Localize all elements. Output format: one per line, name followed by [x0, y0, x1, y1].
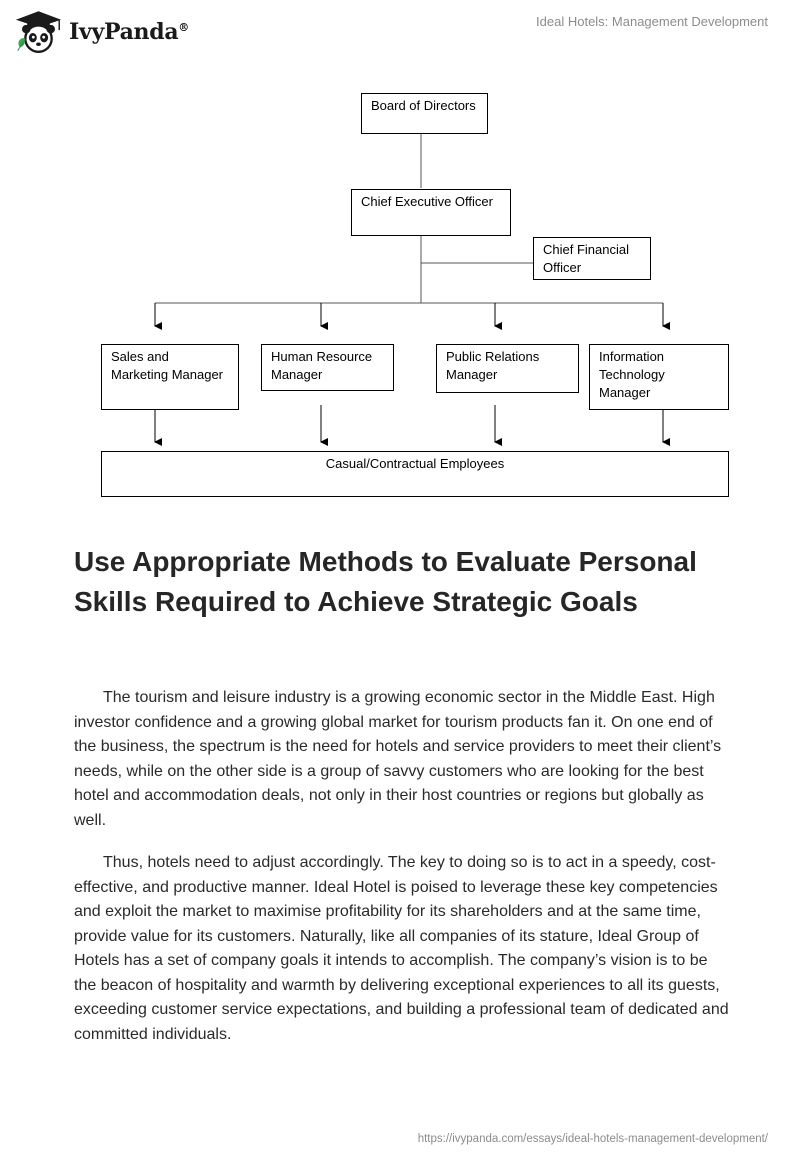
panda-graduate-icon	[14, 8, 63, 56]
section-heading: Use Appropriate Methods to Evaluate Personal Skills Required to Achieve Strategic Goals	[74, 546, 697, 617]
page-header	[0, 0, 800, 60]
paragraph-2: Thus, hotels need to adjust accordingly. The key to doing so is to act in a speedy, cost-effective, and productive manner. Ideal Hotel is poised to leverage these key competencies and exploit the market to maximise profitability for its shareholders and at the same time, provide value for its customers. Naturally, like all companies of its stature, Ideal Group of Hotels has a set of company goals it intends to accomplish. The company’s vision is to be the beacon of hospitality and warmth by delivering exceptional experiences to all its guests, exceeding customer service expectations, and building a professional team of dedicated and committed individuals.	[74, 854, 729, 1043]
org-chart-connectors	[0, 80, 800, 510]
brand-name: IvyPanda®	[68, 19, 189, 45]
pr-manager-box: Public Relations Manager	[436, 344, 579, 393]
document-title: Ideal Hotels: Management Development	[536, 14, 768, 29]
board-of-directors-box: Board of Directors	[361, 93, 488, 134]
sales-marketing-manager-box: Sales and Marketing Manager	[101, 344, 239, 410]
cfo-box: Chief Financial Officer	[533, 237, 651, 280]
ceo-box: Chief Executive Officer	[351, 189, 511, 236]
paragraph-1: The tourism and leisure industry is a growing economic sector in the Middle East. High investor confidence and a growing global market for tourism products fan it. On one end of the business, the spectrum is the need for hotels and service providers to meet their client’s needs, while on the other side is a group of savvy customers who are looking for the best hotel and accommodation deals, not only in their host countries or regions but globally as well.	[74, 689, 722, 829]
source-url[interactable]: https://ivypanda.com/essays/ideal-hotels-management-development/	[417, 1133, 768, 1145]
it-manager-box: Information Technology Manager	[589, 344, 729, 410]
casual-employees-box: Casual/Contractual Employees	[101, 451, 729, 497]
ivypanda-logo[interactable]	[14, 8, 189, 56]
hr-manager-box: Human Resource Manager	[261, 344, 394, 391]
org-chart	[0, 80, 800, 510]
